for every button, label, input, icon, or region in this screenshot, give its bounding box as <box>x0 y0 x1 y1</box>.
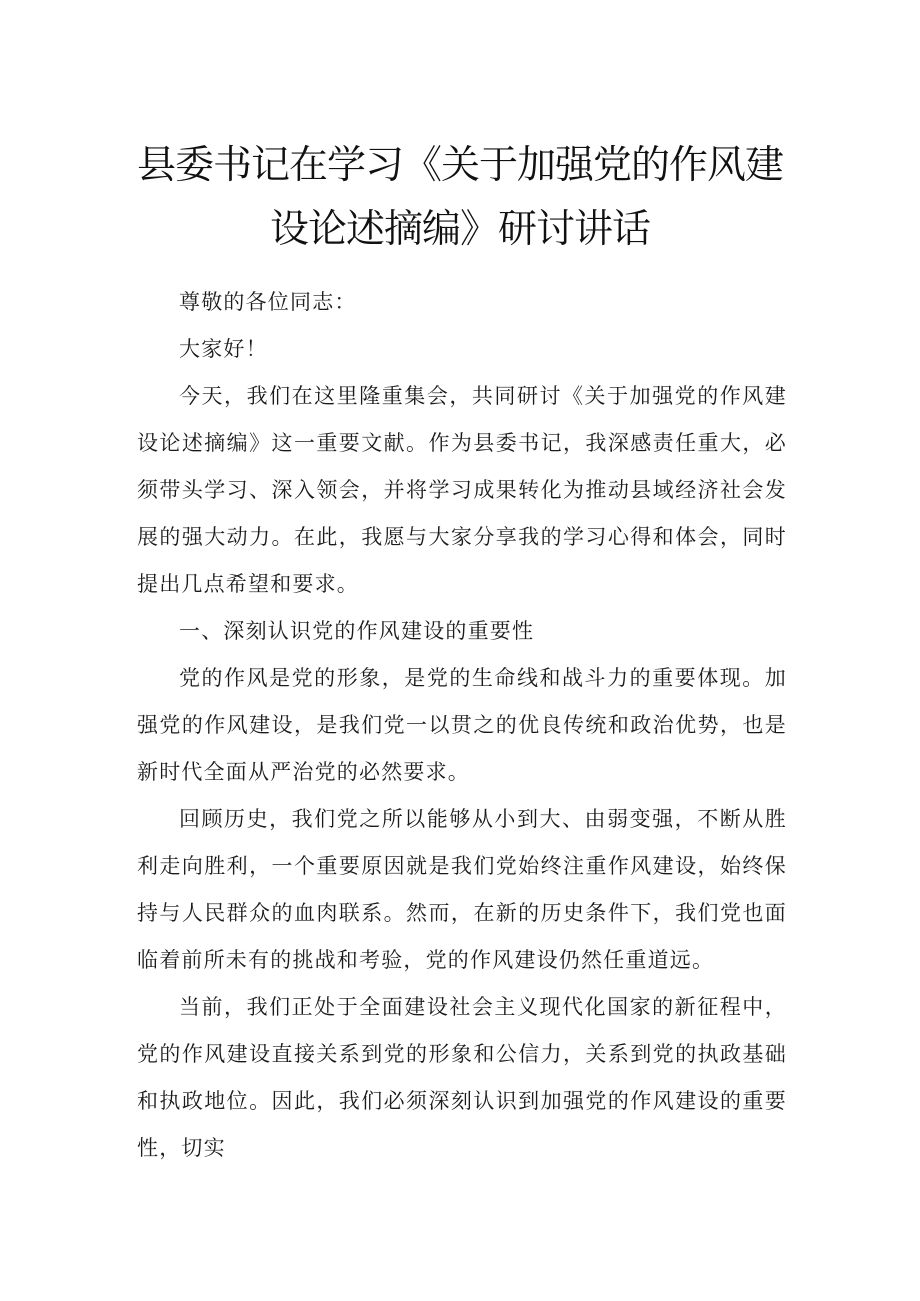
paragraph-intro: 今天，我们在这里隆重集会，共同研讨《关于加强党的作风建设论述摘编》这一重要文献。作为县委书记，我深感责任重大，必须带头学习、深入领会，并将学习成果转化为推动县域经济社会发展的强大动力。在此，我愿与大家分享我的学习心得和体会，同时提出几点希望和要求。 <box>137 384 787 596</box>
salutation: 尊敬的各位同志： <box>179 290 357 314</box>
greeting: 大家好！ <box>179 337 268 361</box>
paragraph: 党的作风是党的形象，是党的生命线和战斗力的重要体现。加强党的作风建设，是我们党一以贯之的优良传统和政治优势，也是新时代全面从严治党的必然要求。 <box>137 666 787 784</box>
paragraph: 当前，我们正处于全面建设社会主义现代化国家的新征程中，党的作风建设直接关系到党的形象和公信力，关系到党的执政基础和执政地位。因此，我们必须深刻认识到加强党的作风建设的重要性，切实 <box>137 995 787 1160</box>
title-line-1: 县委书记在学习《关于加强党的作风建 <box>136 143 783 188</box>
title-line-2: 设论述摘编》研讨讲话 <box>269 207 650 252</box>
document-title <box>120 134 800 262</box>
paragraph: 回顾历史，我们党之所以能够从小到大、由弱变强，不断从胜利走向胜利，一个重要原因就是我们党始终注重作风建设，始终保持与人民群众的血肉联系。然而，在新的历史条件下，我们党也面临着前所未有的挑战和考验，党的作风建设仍然任重道远。 <box>137 807 787 972</box>
section-heading-1: 一、深刻认识党的作风建设的重要性 <box>179 619 535 643</box>
document-body <box>137 279 787 1172</box>
